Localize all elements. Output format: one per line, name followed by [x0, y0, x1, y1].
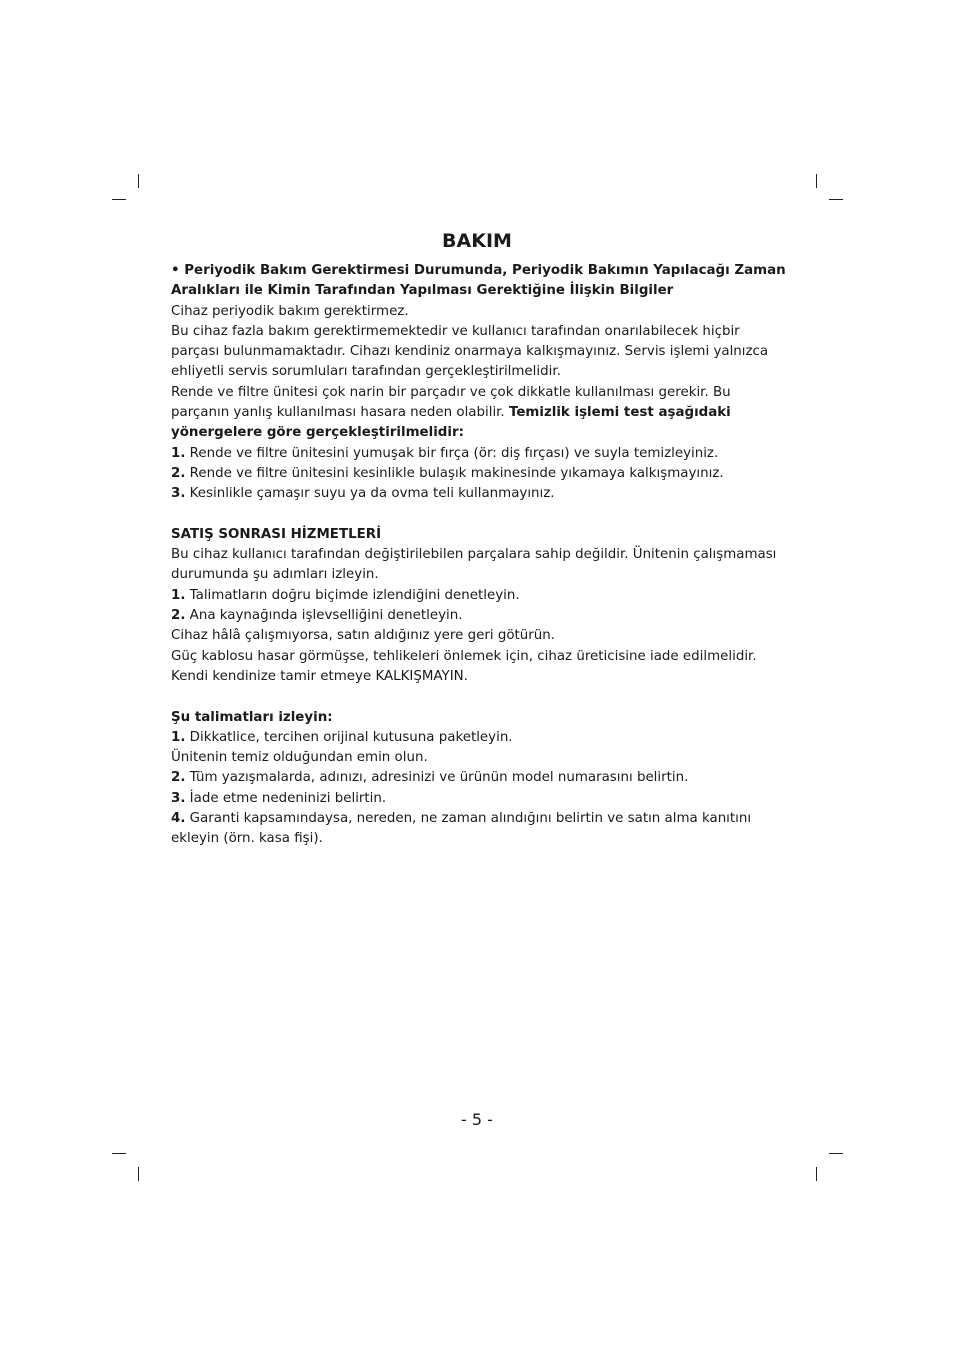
section3-note: Ünitenin temiz olduğundan emin olun.	[171, 750, 428, 766]
section3-heading: Şu talimatları izleyin:	[171, 709, 333, 725]
section1-paragraph	[171, 383, 787, 444]
list-item	[171, 444, 787, 464]
crop-mark-bottom-right-horizontal	[829, 1153, 843, 1154]
list-item	[171, 586, 787, 606]
list-item	[171, 789, 787, 809]
list-text: Ana kaynağında işlevselliğini denetleyin.	[189, 608, 463, 624]
list-item	[171, 606, 787, 626]
list-item	[171, 464, 787, 484]
instruction-emphasis: Temizlik işlemi test aşağıdaki yönergelere göre gerçekleştirilmelidir:	[171, 405, 731, 441]
list-text: Kesinlikle çamaşır suyu ya da ovma teli kullanmayınız.	[189, 486, 555, 502]
spacer	[171, 505, 787, 525]
list-item	[171, 809, 787, 850]
list-text: Rende ve filtre ünitesini kesinlikle bulaşık makinesinde yıkamaya kalkışmayınız.	[189, 465, 724, 481]
crop-mark-top-left-vertical	[138, 174, 139, 188]
list-text: Tüm yazışmalarda, adınızı, adresinizi ve ürünün model numarasını belirtin.	[189, 770, 689, 786]
list-number: 1.	[171, 587, 186, 603]
spacer	[171, 687, 787, 707]
list-number: 1.	[171, 445, 186, 461]
section1-heading: • Periyodik Bakım Gerektirmesi Durumunda, Periyodik Bakımın Yapılacağı Zaman Aralıkları ile Kimin Tarafından Yapılması Gerektiğine İlişkin Bilgiler	[171, 263, 786, 299]
section1-paragraph: Cihaz periyodik bakım gerektirmez.	[171, 303, 409, 319]
list-text: Dikkatlice, tercihen orijinal kutusuna paketleyin.	[189, 729, 513, 745]
crop-mark-top-right-vertical	[816, 174, 817, 188]
list-number: 2.	[171, 608, 186, 624]
crop-mark-bottom-left-vertical	[138, 1167, 139, 1181]
list-text: Talimatların doğru biçimde izlendiğini denetleyin.	[189, 587, 520, 603]
crop-mark-top-left-horizontal	[112, 199, 126, 200]
list-number: 2.	[171, 770, 186, 786]
crop-mark-bottom-left-horizontal	[112, 1153, 126, 1154]
page-number: - 5 -	[461, 1110, 493, 1129]
list-number: 2.	[171, 465, 186, 481]
section2-paragraph: Bu cihaz kullanıcı tarafından değiştirilebilen parçalara sahip değildir. Ünitenin çalışmaması durumunda şu adımları izleyin.	[171, 547, 777, 583]
list-item	[171, 484, 787, 504]
list-item	[171, 728, 787, 748]
list-number: 3.	[171, 486, 186, 502]
list-number: 1.	[171, 729, 186, 745]
section2-paragraph: Güç kablosu hasar görmüşse, tehlikeleri önlemek için, cihaz üreticisine iade edilmelidir. Kendi kendinize tamir etmeye KALKIŞMAYIN.	[171, 648, 757, 684]
section1-paragraph: Bu cihaz fazla bakım gerektirmemektedir ve kullanıcı tarafından onarılabilecek hiçbir parçası bulunmamaktadır. Cihazı kendiniz onarmaya kalkışmayınız. Servis işlemi yalnızca ehliyetli servis sorumluları tarafından gerçekleştirilmelidir.	[171, 323, 769, 380]
crop-mark-top-right-horizontal	[829, 199, 843, 200]
list-number: 3.	[171, 790, 186, 806]
section2-heading: SATIŞ SONRASI HİZMETLERİ	[171, 526, 382, 542]
crop-mark-bottom-right-vertical	[816, 1167, 817, 1181]
paragraph-text: Rende ve filtre ünitesi çok narin bir parçadır ve çok dikkatle kullanılması gerekir. Bu parçanın yanlış kullanılması hasara neden olabilir.	[171, 384, 731, 421]
section2-paragraph: Cihaz hâlâ çalışmıyorsa, satın aldığınız yere geri götürün.	[171, 628, 555, 644]
list-text: Rende ve filtre ünitesini yumuşak bir fırça (ör: diş fırçası) ve suyla temizleyiniz.	[189, 445, 719, 461]
document-body	[171, 261, 787, 850]
list-text: Garanti kapsamındaysa, nereden, ne zaman alındığını belirtin ve satın alma kanıtını ekleyin (örn. kasa fişi).	[171, 811, 752, 847]
list-text: İade etme nedeninizi belirtin.	[189, 790, 387, 806]
list-item	[171, 768, 787, 788]
page-title: BAKIM	[442, 230, 512, 252]
list-number: 4.	[171, 811, 186, 827]
